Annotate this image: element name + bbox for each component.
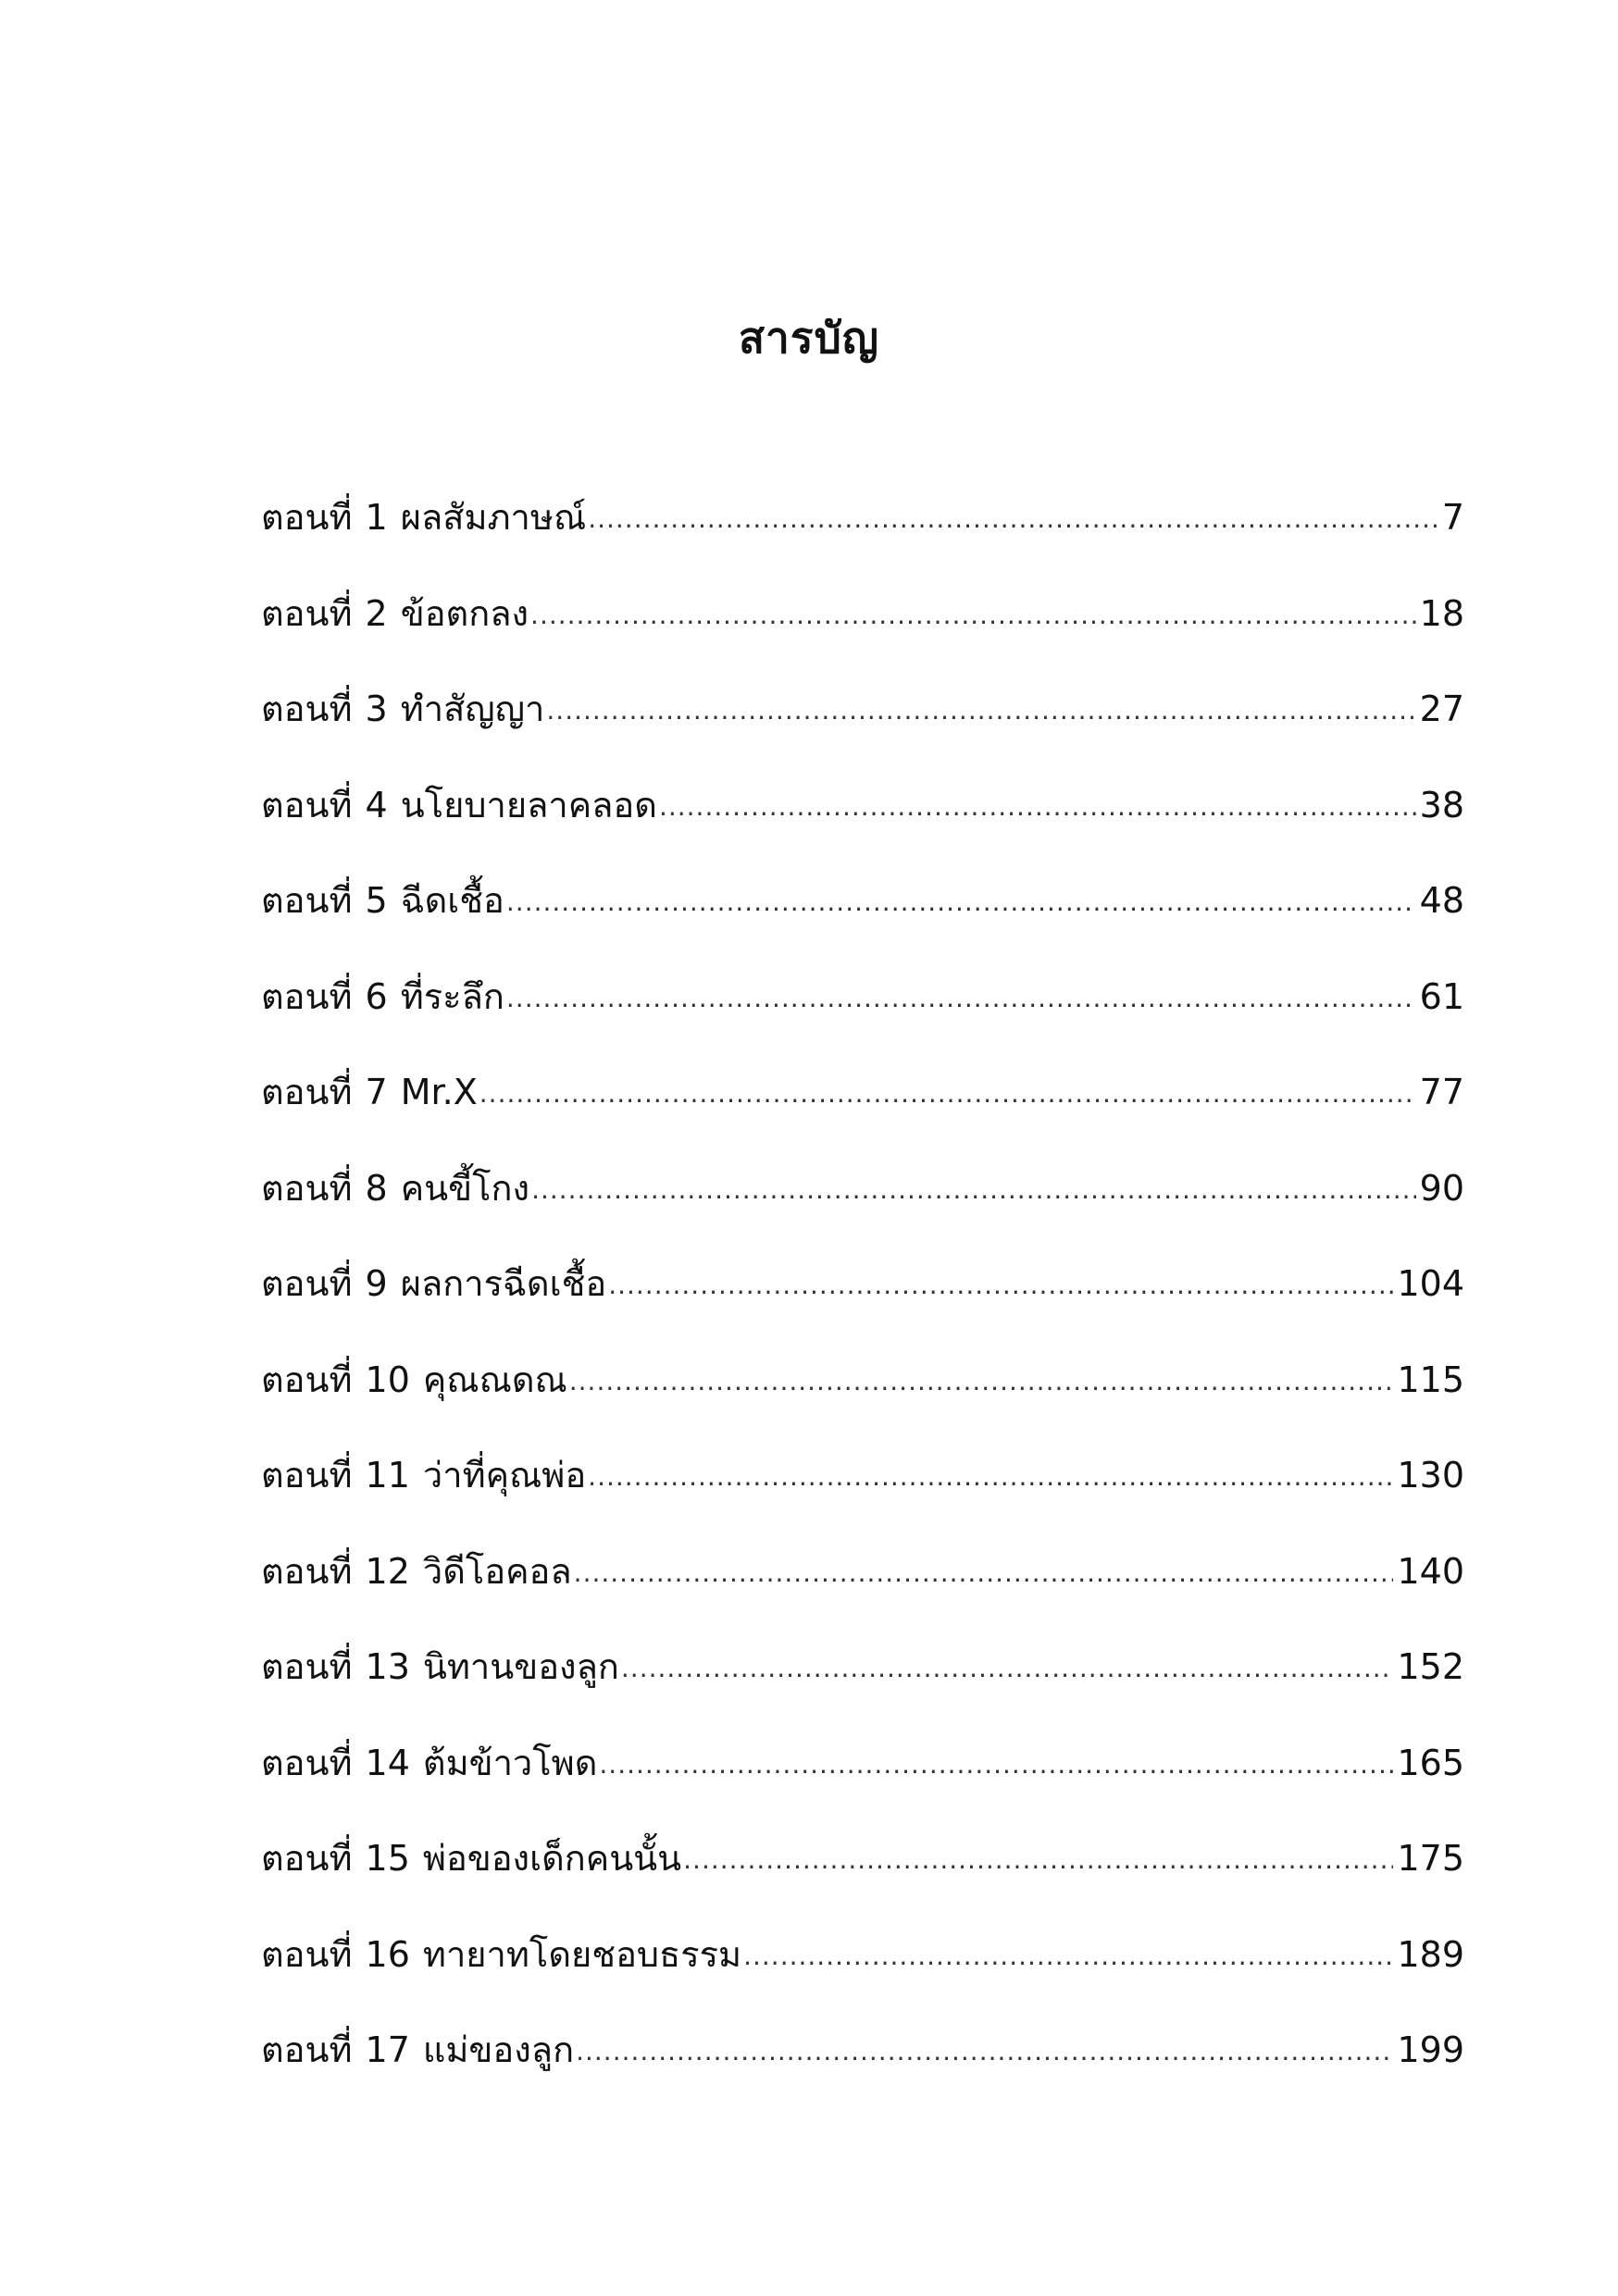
chapter-number: 2	[365, 592, 388, 634]
dot-leader	[574, 1537, 1394, 1602]
chapter-title: ข้อตกลง	[400, 592, 529, 634]
dot-leader	[546, 675, 1415, 739]
chapter-prefix: ตอนที่	[261, 784, 353, 825]
dot-leader	[569, 1346, 1394, 1410]
toc-entry-label	[261, 1443, 586, 1508]
dot-leader	[659, 771, 1416, 836]
toc-entry-label	[261, 485, 586, 550]
dot-leader	[506, 962, 1416, 1027]
dot-leader	[621, 1632, 1394, 1697]
toc-entry-label	[261, 581, 529, 646]
page-number: 77	[1419, 1072, 1464, 1112]
dot-leader	[576, 2016, 1393, 2080]
toc-entry-label	[261, 1731, 597, 1795]
chapter-title: ว่าที่คุณพ่อ	[422, 1455, 587, 1496]
toc-entry[interactable]	[261, 485, 1464, 581]
page-number: 27	[1419, 689, 1464, 729]
toc-entry-label	[261, 1156, 529, 1221]
chapter-number: 16	[365, 1933, 410, 1975]
dot-leader	[479, 1058, 1416, 1123]
page-number: 104	[1397, 1263, 1464, 1304]
chapter-prefix: ตอนที่	[261, 2029, 353, 2070]
chapter-prefix: ตอนที่	[261, 1933, 353, 1975]
chapter-title: พ่อของเด็กคนนั้น	[422, 1838, 682, 1879]
page-number: 90	[1419, 1167, 1464, 1209]
toc-entry[interactable]	[261, 2017, 1464, 2114]
chapter-title: ที่ระลึก	[400, 975, 504, 1017]
toc-entry-label	[261, 1251, 606, 1316]
toc-entry[interactable]	[261, 1156, 1464, 1252]
chapter-number: 15	[365, 1838, 410, 1879]
chapter-title: นโยบายลาคลอด	[400, 784, 657, 825]
page-number: 152	[1397, 1646, 1464, 1687]
toc-entry[interactable]	[261, 1347, 1464, 1444]
chapter-prefix: ตอนที่	[261, 592, 353, 634]
dot-leader	[506, 866, 1416, 931]
toc-entry[interactable]	[261, 1731, 1464, 1827]
page-number: 48	[1419, 880, 1464, 921]
toc-entry[interactable]	[261, 1060, 1464, 1156]
chapter-prefix: ตอนที่	[261, 975, 353, 1017]
dot-leader	[588, 483, 1438, 548]
toc-entry-label	[261, 868, 504, 933]
toc-entry-label	[261, 676, 544, 741]
chapter-title: คนขี้โกง	[400, 1167, 530, 1209]
chapter-prefix: ตอนที่	[261, 880, 353, 921]
chapter-number: 3	[365, 689, 388, 729]
toc-entry-label	[261, 964, 504, 1029]
toc-entry-label	[261, 1826, 681, 1891]
chapter-number: 6	[365, 975, 388, 1017]
page-number: 165	[1397, 1742, 1464, 1783]
chapter-title: แม่ของลูก	[422, 2029, 575, 2070]
toc-entry-label	[261, 1347, 567, 1412]
chapter-prefix: ตอนที่	[261, 1359, 353, 1400]
chapter-prefix: ตอนที่	[261, 1167, 353, 1209]
chapter-title: ทายาทโดยชอบธรรม	[422, 1933, 742, 1975]
page-number: 61	[1419, 975, 1464, 1017]
toc-entry[interactable]	[261, 1443, 1464, 1539]
page-number: 199	[1397, 2029, 1464, 2070]
chapter-number: 12	[365, 1550, 410, 1592]
chapter-prefix: ตอนที่	[261, 1455, 353, 1496]
dot-leader	[608, 1249, 1393, 1314]
toc-entry-label	[261, 1922, 741, 1987]
chapter-title: คุณณดณ	[422, 1359, 567, 1400]
chapter-prefix: ตอนที่	[261, 1263, 353, 1304]
chapter-title: Mr.X	[400, 1072, 478, 1112]
toc-entry-label	[261, 773, 657, 838]
chapter-title: วิดีโอคอล	[422, 1550, 572, 1592]
dot-leader	[530, 579, 1416, 644]
toc-title: สารบัญ	[738, 313, 879, 363]
toc-entry[interactable]	[261, 1922, 1464, 2018]
chapter-number: 4	[365, 784, 388, 825]
chapter-number: 5	[365, 880, 388, 921]
dot-leader	[683, 1824, 1393, 1889]
toc-entry-label	[261, 1060, 478, 1124]
toc-entry[interactable]	[261, 581, 1464, 677]
chapter-number: 1	[365, 497, 388, 538]
chapter-prefix: ตอนที่	[261, 497, 353, 538]
chapter-number: 13	[365, 1646, 410, 1687]
dot-leader	[588, 1441, 1393, 1506]
chapter-number: 11	[365, 1455, 410, 1496]
chapter-prefix: ตอนที่	[261, 1646, 353, 1687]
chapter-number: 17	[365, 2029, 410, 2070]
dot-leader	[531, 1154, 1416, 1219]
chapter-number: 14	[365, 1742, 410, 1783]
chapter-number: 7	[365, 1072, 388, 1112]
page-number: 175	[1397, 1838, 1464, 1879]
page-number: 18	[1419, 592, 1464, 634]
chapter-number: 10	[365, 1359, 410, 1400]
page-number: 130	[1397, 1455, 1464, 1496]
toc-entry[interactable]	[261, 1251, 1464, 1347]
toc-entry[interactable]	[261, 1826, 1464, 1922]
chapter-title: ผลการฉีดเชื้อ	[400, 1263, 607, 1304]
page-number: 38	[1419, 784, 1464, 825]
page-number: 7	[1441, 497, 1464, 538]
chapter-prefix: ตอนที่	[261, 1072, 353, 1112]
toc-entry[interactable]	[261, 676, 1464, 773]
chapter-prefix: ตอนที่	[261, 1550, 353, 1592]
page-number: 140	[1397, 1550, 1464, 1592]
toc-entry[interactable]	[261, 868, 1464, 964]
dot-leader	[743, 1920, 1393, 1985]
chapter-title: ฉีดเชื้อ	[400, 880, 504, 921]
chapter-title: ผลสัมภาษณ์	[400, 497, 587, 538]
chapter-title: ต้มข้าวโพด	[422, 1742, 598, 1783]
chapter-title: นิทานของลูก	[422, 1646, 619, 1687]
toc-list	[261, 485, 1464, 2114]
chapter-number: 8	[365, 1167, 388, 1209]
toc-entry-label	[261, 1634, 619, 1699]
toc-entry-label	[261, 2017, 574, 2082]
chapter-prefix: ตอนที่	[261, 1742, 353, 1783]
chapter-title: ทำสัญญา	[400, 689, 545, 729]
chapter-number: 9	[365, 1263, 388, 1304]
toc-entry[interactable]	[261, 1539, 1464, 1635]
toc-entry[interactable]	[261, 773, 1464, 869]
chapter-prefix: ตอนที่	[261, 689, 353, 729]
dot-leader	[599, 1729, 1393, 1793]
page-number: 115	[1397, 1359, 1464, 1400]
page-number: 189	[1397, 1933, 1464, 1975]
toc-entry[interactable]	[261, 964, 1464, 1061]
toc-entry[interactable]	[261, 1634, 1464, 1731]
chapter-prefix: ตอนที่	[261, 1838, 353, 1879]
toc-entry-label	[261, 1539, 572, 1604]
